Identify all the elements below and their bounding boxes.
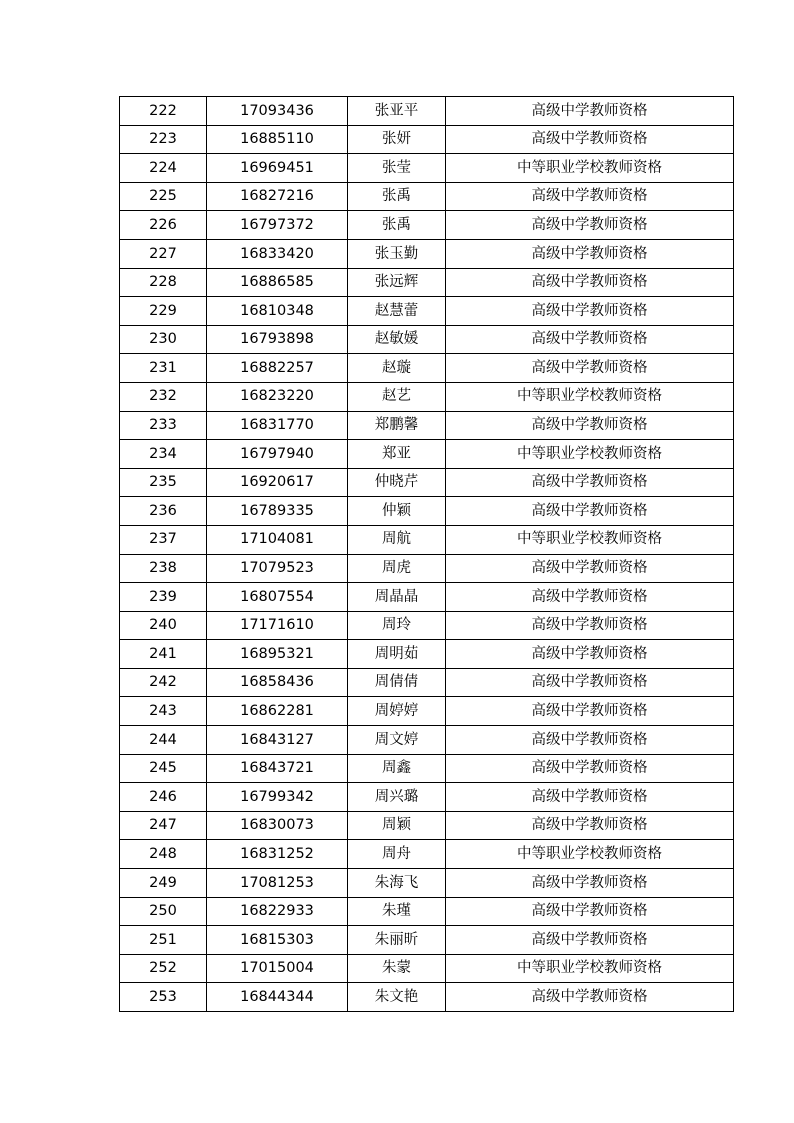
qualification-cell: 高级中学教师资格 [446,583,734,612]
qualification-cell: 高级中学教师资格 [446,211,734,240]
qualification-cell: 中等职业学校教师资格 [446,954,734,983]
row-number-cell: 226 [120,211,207,240]
candidate-name-cell: 仲晓芹 [348,468,446,497]
roster-table-body [120,97,734,1012]
candidate-name-cell: 赵慧蕾 [348,297,446,326]
candidate-id-cell: 16807554 [207,583,348,612]
table-row [120,211,734,240]
row-number-cell: 238 [120,554,207,583]
qualification-cell: 中等职业学校教师资格 [446,154,734,183]
candidate-id-cell: 16810348 [207,297,348,326]
candidate-id-cell: 16885110 [207,125,348,154]
row-number-cell: 242 [120,668,207,697]
table-row [120,468,734,497]
qualification-cell: 高级中学教师资格 [446,182,734,211]
qualification-cell: 高级中学教师资格 [446,668,734,697]
candidate-id-cell: 16830073 [207,811,348,840]
table-row [120,726,734,755]
candidate-name-cell: 朱海飞 [348,869,446,898]
candidate-name-cell: 周倩倩 [348,668,446,697]
candidate-name-cell: 周文婷 [348,726,446,755]
row-number-cell: 224 [120,154,207,183]
row-number-cell: 243 [120,697,207,726]
row-number-cell: 225 [120,182,207,211]
candidate-name-cell: 周婷婷 [348,697,446,726]
qualification-cell: 高级中学教师资格 [446,297,734,326]
qualification-cell: 高级中学教师资格 [446,239,734,268]
candidate-id-cell: 16793898 [207,325,348,354]
table-row [120,239,734,268]
table-row [120,154,734,183]
candidate-id-cell: 16831252 [207,840,348,869]
candidate-name-cell: 朱文艳 [348,983,446,1012]
row-number-cell: 241 [120,640,207,669]
qualification-cell: 高级中学教师资格 [446,783,734,812]
table-row [120,897,734,926]
candidate-id-cell: 16815303 [207,926,348,955]
candidate-name-cell: 赵璇 [348,354,446,383]
qualification-cell: 高级中学教师资格 [446,983,734,1012]
row-number-cell: 251 [120,926,207,955]
table-row [120,697,734,726]
roster-table [119,96,734,1012]
candidate-id-cell: 16920617 [207,468,348,497]
table-row [120,668,734,697]
table-row [120,811,734,840]
candidate-id-cell: 17104081 [207,525,348,554]
row-number-cell: 227 [120,239,207,268]
qualification-cell: 中等职业学校教师资格 [446,840,734,869]
table-row [120,554,734,583]
qualification-cell: 中等职业学校教师资格 [446,525,734,554]
table-row [120,325,734,354]
candidate-id-cell: 16895321 [207,640,348,669]
table-row [120,783,734,812]
row-number-cell: 245 [120,754,207,783]
table-row [120,125,734,154]
row-number-cell: 240 [120,611,207,640]
table-row [120,297,734,326]
candidate-name-cell: 赵艺 [348,382,446,411]
row-number-cell: 249 [120,869,207,898]
candidate-id-cell: 16969451 [207,154,348,183]
candidate-id-cell: 16831770 [207,411,348,440]
candidate-id-cell: 16799342 [207,783,348,812]
qualification-cell: 高级中学教师资格 [446,754,734,783]
candidate-name-cell: 周颖 [348,811,446,840]
qualification-cell: 高级中学教师资格 [446,268,734,297]
candidate-name-cell: 郑鹏馨 [348,411,446,440]
qualification-cell: 高级中学教师资格 [446,554,734,583]
qualification-cell: 高级中学教师资格 [446,640,734,669]
table-row [120,354,734,383]
qualification-cell: 高级中学教师资格 [446,611,734,640]
candidate-id-cell: 16843127 [207,726,348,755]
candidate-id-cell: 16833420 [207,239,348,268]
table-row [120,182,734,211]
candidate-name-cell: 周航 [348,525,446,554]
table-row [120,440,734,469]
candidate-name-cell: 张禹 [348,211,446,240]
qualification-cell: 高级中学教师资格 [446,926,734,955]
row-number-cell: 223 [120,125,207,154]
candidate-name-cell: 周兴璐 [348,783,446,812]
table-row [120,926,734,955]
row-number-cell: 237 [120,525,207,554]
row-number-cell: 244 [120,726,207,755]
candidate-id-cell: 16789335 [207,497,348,526]
candidate-id-cell: 16822933 [207,897,348,926]
qualification-cell: 中等职业学校教师资格 [446,382,734,411]
qualification-cell: 高级中学教师资格 [446,468,734,497]
candidate-name-cell: 张玉勤 [348,239,446,268]
candidate-id-cell: 17171610 [207,611,348,640]
row-number-cell: 246 [120,783,207,812]
qualification-cell: 高级中学教师资格 [446,869,734,898]
qualification-cell: 高级中学教师资格 [446,497,734,526]
qualification-cell: 高级中学教师资格 [446,125,734,154]
candidate-id-cell: 16843721 [207,754,348,783]
table-row [120,411,734,440]
qualification-cell: 高级中学教师资格 [446,354,734,383]
table-row [120,382,734,411]
candidate-name-cell: 周晶晶 [348,583,446,612]
candidate-id-cell: 17079523 [207,554,348,583]
candidate-name-cell: 朱丽昕 [348,926,446,955]
row-number-cell: 222 [120,97,207,126]
table-row [120,583,734,612]
table-row [120,97,734,126]
qualification-cell: 高级中学教师资格 [446,325,734,354]
candidate-name-cell: 张妍 [348,125,446,154]
candidate-id-cell: 16844344 [207,983,348,1012]
table-row [120,869,734,898]
table-row [120,954,734,983]
table-row [120,525,734,554]
row-number-cell: 230 [120,325,207,354]
row-number-cell: 232 [120,382,207,411]
qualification-cell: 高级中学教师资格 [446,97,734,126]
row-number-cell: 228 [120,268,207,297]
row-number-cell: 234 [120,440,207,469]
table-row [120,640,734,669]
candidate-id-cell: 17015004 [207,954,348,983]
candidate-name-cell: 朱瑾 [348,897,446,926]
qualification-cell: 高级中学教师资格 [446,897,734,926]
candidate-id-cell: 16797372 [207,211,348,240]
candidate-name-cell: 张远辉 [348,268,446,297]
table-row [120,983,734,1012]
candidate-name-cell: 仲颖 [348,497,446,526]
table-row [120,497,734,526]
candidate-id-cell: 16823220 [207,382,348,411]
table-row [120,268,734,297]
candidate-name-cell: 张莹 [348,154,446,183]
row-number-cell: 231 [120,354,207,383]
candidate-id-cell: 17081253 [207,869,348,898]
candidate-id-cell: 16886585 [207,268,348,297]
candidate-id-cell: 17093436 [207,97,348,126]
candidate-name-cell: 周虎 [348,554,446,583]
table-row [120,611,734,640]
candidate-name-cell: 赵敏媛 [348,325,446,354]
candidate-name-cell: 周舟 [348,840,446,869]
row-number-cell: 233 [120,411,207,440]
candidate-id-cell: 16882257 [207,354,348,383]
qualification-cell: 高级中学教师资格 [446,811,734,840]
candidate-id-cell: 16862281 [207,697,348,726]
candidate-name-cell: 周鑫 [348,754,446,783]
candidate-name-cell: 郑亚 [348,440,446,469]
row-number-cell: 253 [120,983,207,1012]
row-number-cell: 252 [120,954,207,983]
table-row [120,840,734,869]
row-number-cell: 236 [120,497,207,526]
qualification-cell: 中等职业学校教师资格 [446,440,734,469]
row-number-cell: 239 [120,583,207,612]
candidate-id-cell: 16827216 [207,182,348,211]
row-number-cell: 248 [120,840,207,869]
qualification-cell: 高级中学教师资格 [446,697,734,726]
candidate-id-cell: 16797940 [207,440,348,469]
table-row [120,754,734,783]
qualification-cell: 高级中学教师资格 [446,726,734,755]
row-number-cell: 247 [120,811,207,840]
candidate-name-cell: 朱蒙 [348,954,446,983]
row-number-cell: 250 [120,897,207,926]
qualification-cell: 高级中学教师资格 [446,411,734,440]
candidate-name-cell: 张禹 [348,182,446,211]
candidate-name-cell: 周玲 [348,611,446,640]
candidate-name-cell: 张亚平 [348,97,446,126]
row-number-cell: 229 [120,297,207,326]
candidate-name-cell: 周明茹 [348,640,446,669]
row-number-cell: 235 [120,468,207,497]
candidate-id-cell: 16858436 [207,668,348,697]
